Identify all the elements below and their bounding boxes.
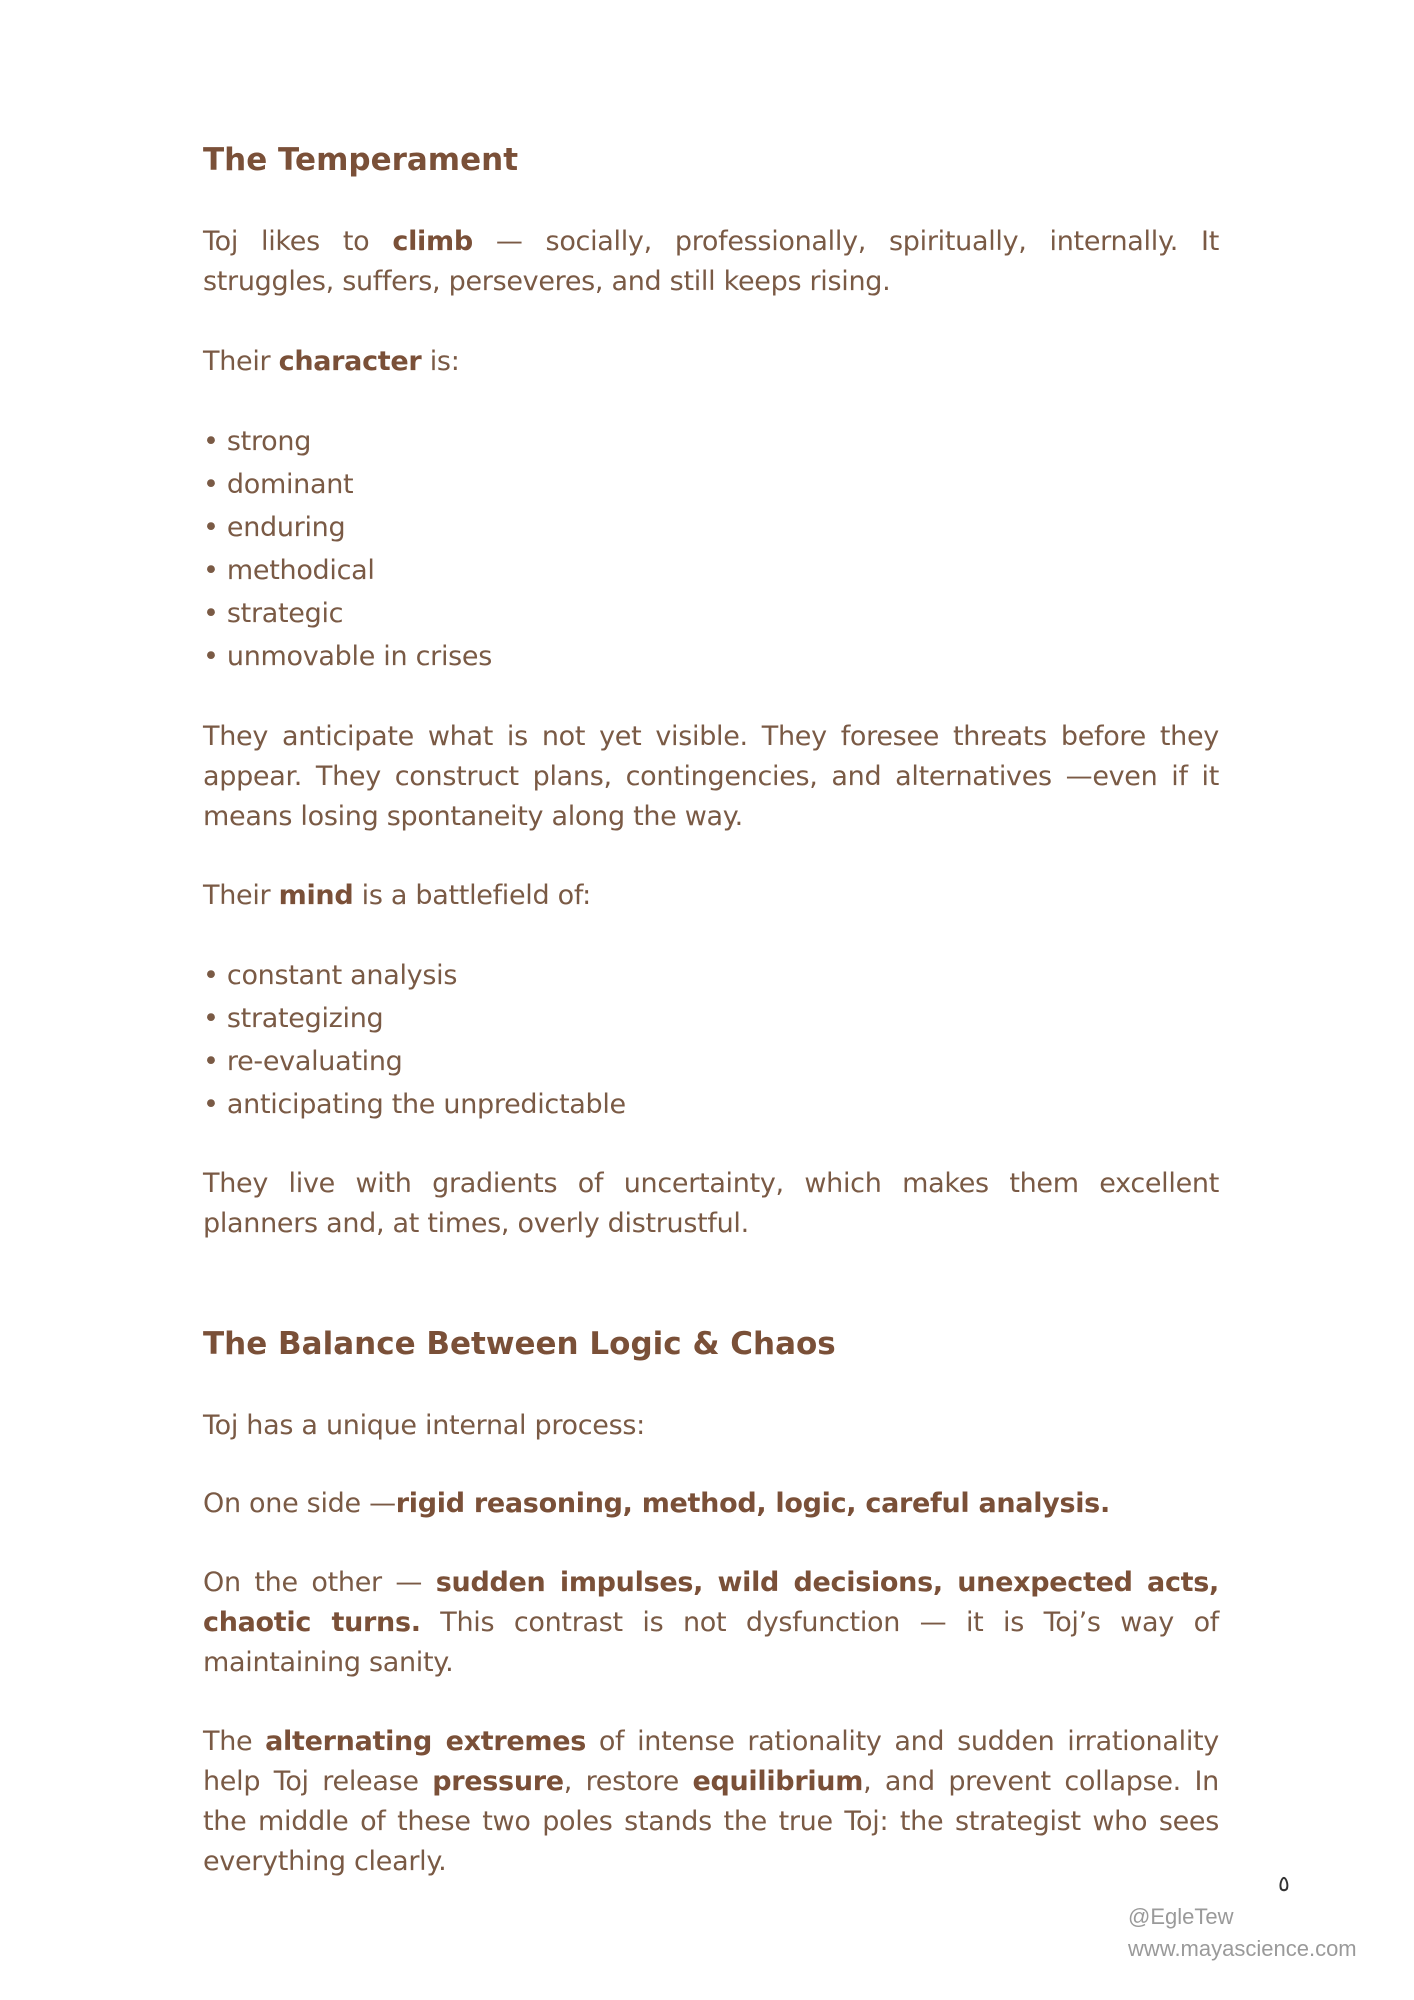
bold-term-alternating-extremes: alternating extremes xyxy=(265,1726,587,1757)
paragraph-mind-intro xyxy=(203,876,1219,916)
paragraph-character-intro xyxy=(203,342,1219,382)
list-item: • constant analysis xyxy=(203,960,458,991)
list-item: • strategic xyxy=(203,598,344,629)
section-heading-balance: The Balance Between Logic & Chaos xyxy=(203,1326,836,1362)
text-span: Toj likes to xyxy=(203,226,393,257)
list-item: • dominant xyxy=(203,469,354,500)
paragraph-one-side xyxy=(203,1484,1219,1524)
text-span: Their xyxy=(203,880,279,911)
mind-item-list xyxy=(203,954,1219,1126)
text-span: is: xyxy=(421,346,460,377)
bold-term-character: character xyxy=(278,346,422,377)
bold-phrase-logic: rigid reasoning, method, logic, careful analysis. xyxy=(395,1488,1110,1519)
list-item: • strong xyxy=(203,426,312,457)
text-span: , and prevent collapse. In the middle of these two poles stands the true Toj: the strategist who sees everything clearly. xyxy=(203,1766,1219,1877)
text-span: , restore xyxy=(563,1766,693,1797)
text-span: Their xyxy=(203,346,279,377)
paragraph-internal-process: Toj has a unique internal process: xyxy=(203,1410,645,1441)
character-trait-list xyxy=(203,420,1219,678)
list-item: • unmovable in crises xyxy=(203,641,492,672)
paragraph-climb xyxy=(203,222,1219,302)
paragraph-other-side xyxy=(203,1563,1219,1683)
section-heading-temperament: The Temperament xyxy=(203,142,519,178)
list-item: • anticipating the unpredictable xyxy=(203,1089,626,1120)
text-span: of intense rationality and sudden irrationality help Toj release xyxy=(203,1726,1219,1797)
list-item: • re-evaluating xyxy=(203,1046,403,1077)
text-span: is a battlefield of: xyxy=(353,880,591,911)
text-span: The xyxy=(203,1726,266,1757)
bold-term-mind: mind xyxy=(278,880,354,911)
text-span: — socially, professionally, spiritually, internally. It struggles, suffers, perseveres, and still keeps rising. xyxy=(203,226,1220,297)
page-number: ٥ xyxy=(1278,1872,1290,1897)
list-item: • enduring xyxy=(203,512,346,543)
bold-term-pressure: pressure xyxy=(432,1766,564,1797)
list-item: • strategizing xyxy=(203,1003,384,1034)
paragraph-extremes xyxy=(203,1722,1219,1882)
website-link[interactable]: www.mayascience.com xyxy=(1128,1936,1357,1961)
text-span: On one side — xyxy=(203,1488,396,1519)
paragraph-anticipate: They anticipate what is not yet visible. They foresee threats before they appear. They construct plans, contingencies, and alternatives —even if it means losing spontaneity along the way. xyxy=(203,721,1219,832)
bold-term-equilibrium: equilibrium xyxy=(692,1766,864,1797)
paragraph-uncertainty: They live with gradients of uncertainty, which makes them excellent planners and, at times, overly distrustful. xyxy=(203,1168,1219,1239)
bold-term-climb: climb xyxy=(392,226,473,257)
text-span: On the other — xyxy=(203,1567,436,1598)
bold-phrase-chaos: sudden impulses, wild decisions, unexpected acts, chaotic turns. xyxy=(203,1567,1219,1638)
text-span: This contrast is not dysfunction — it is Toj’s way of maintaining sanity. xyxy=(203,1607,1219,1678)
author-handle: @EgleTew xyxy=(1128,1904,1234,1929)
list-item: • methodical xyxy=(203,555,375,586)
